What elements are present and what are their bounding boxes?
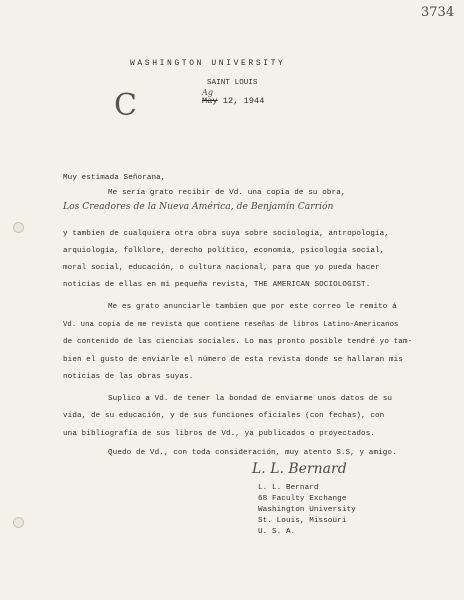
- body-line: noticias de ellas en mi pequeña revista, THE AMERICAN SOCIOLOGIST.: [63, 281, 371, 289]
- punch-hole-bottom: [13, 517, 24, 528]
- letter-date: [202, 88, 265, 106]
- letterhead-city: SAINT LOUIS: [207, 79, 258, 87]
- body-line: y tambien de cualquiera otra obra suya sobre sociología, antropología,: [63, 230, 389, 238]
- date-month-inserted: Ag: [202, 88, 214, 97]
- body-line: noticias de las obras suyas.: [63, 373, 194, 381]
- body-line: vida, de su educación, y de sus funciones oficiales (con fechas), con: [63, 412, 385, 420]
- sender-address: U. S. A.: [258, 528, 296, 536]
- letterhead-institution: WASHINGTON UNIVERSITY: [130, 59, 286, 68]
- handwritten-book-title: Los Creadores de la Nueva América, de Benjamín Carrión: [63, 201, 334, 212]
- closing-line: Quedo de Vd., con toda consideración, muy atento S.S, y amigo.: [108, 449, 397, 457]
- punch-hole-top: [13, 222, 24, 233]
- signature: L. L. Bernard: [252, 461, 347, 477]
- doc-number: 3734: [421, 5, 455, 20]
- body-line: moral social, educación, o cultura nacional, para que yo pueda hacer: [63, 264, 380, 272]
- body-line: Me es grato anunciarle tambien que por este correo le remito á: [108, 303, 397, 311]
- sender-address: Washington University: [258, 506, 356, 514]
- date-month-struck: May: [202, 96, 218, 106]
- body-line: de contenido de las ciencias sociales. Lo mas pronto posible tendré yo tam-: [63, 338, 413, 346]
- body-line: Vd. una copia de me revista que contiene reseñas de libros Latino-Americanos: [63, 321, 399, 329]
- salutation: Muy estimada Señorana,: [63, 174, 166, 182]
- sender-address: St. Louis, Missouri: [258, 517, 347, 525]
- body-line: bien el gusto de enviarle el número de esta revista donde se hallaran mis: [63, 356, 403, 364]
- body-line: arquiología, folklore, derecho político, economía, psicología social,: [63, 247, 385, 255]
- sender-name: L. L. Bernard: [258, 484, 319, 492]
- date-rest: 12, 1944: [222, 96, 265, 106]
- body-line: Suplico a Vd. de tener la bondad de enviarme unos datos de su: [108, 395, 393, 403]
- body-line: una bibliografía de sus libros de Vd., ya publicados o proyectados.: [63, 430, 376, 438]
- sender-address: 68 Faculty Exchange: [258, 495, 347, 503]
- body-line: Me sería grato recibir de Vd. una copia de su obra,: [108, 189, 346, 197]
- handwritten-mark: C: [114, 88, 137, 123]
